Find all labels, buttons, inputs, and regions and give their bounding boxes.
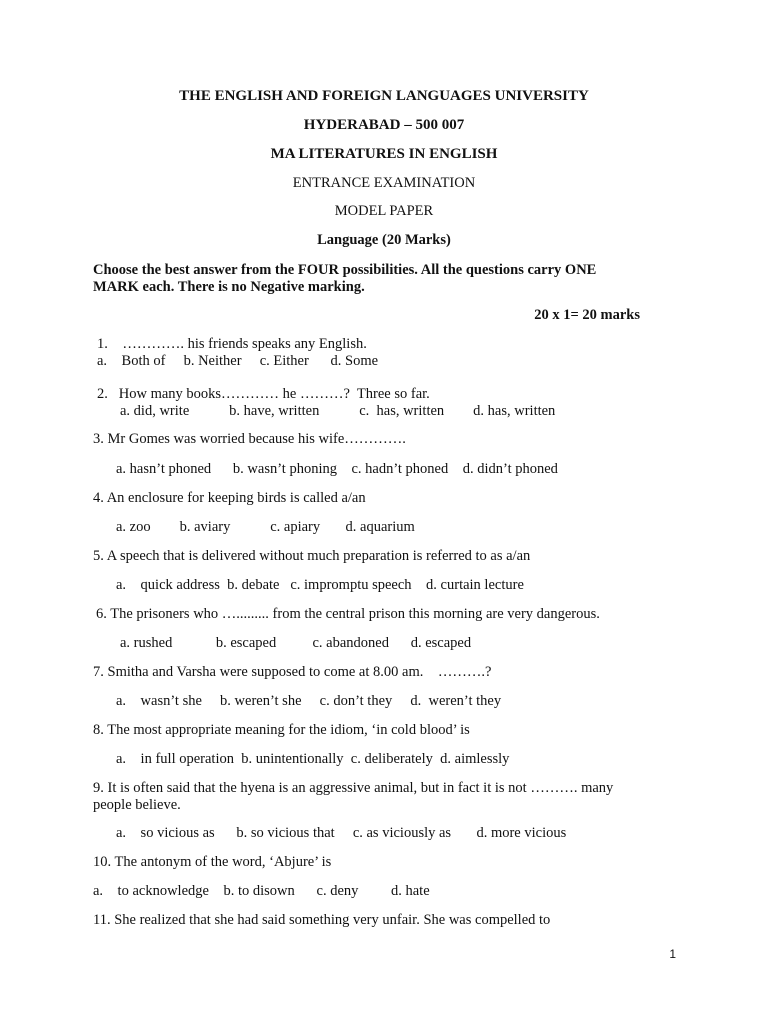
question-4-stem: 4. An enclosure for keeping birds is called a/an (93, 490, 366, 506)
instructions-line-2: MARK each. There is no Negative marking. (93, 279, 365, 295)
question-2-options: a. did, write b. have, written c. has, written d. has, written (120, 403, 556, 419)
instructions-line-1: Choose the best answer from the FOUR possibilities. All the questions carry ONE (93, 262, 597, 278)
question-10-options: a. to acknowledge b. to disown c. deny d. hate (93, 883, 430, 899)
question-8-stem: 8. The most appropriate meaning for the idiom, ‘in cold blood’ is (93, 722, 470, 738)
question-10-stem: 10. The antonym of the word, ‘Abjure’ is (93, 854, 332, 870)
marks-summary: 20 x 1= 20 marks (534, 307, 640, 323)
section-title: Language (20 Marks) (317, 232, 451, 248)
university-city: HYDERABAD – 500 007 (303, 117, 465, 133)
question-5-options: a. quick address b. debate c. impromptu speech d. curtain lecture (116, 577, 524, 593)
page-number: 1 (669, 947, 676, 961)
question-3-stem: 3. Mr Gomes was worried because his wife…………. (93, 431, 406, 447)
question-1-options: a. Both of b. Neither c. Either d. Some (97, 353, 379, 369)
question-9-stem: 9. It is often said that the hyena is an aggressive animal, but in fact it is not ………. many (93, 780, 614, 796)
question-4-options: a. zoo b. aviary c. apiary d. aquarium (116, 519, 415, 535)
question-3-options: a. hasn’t phoned b. wasn’t phoning c. hadn’t phoned d. didn’t phoned (116, 461, 558, 477)
question-9-options: a. so vicious as b. so vicious that c. as viciously as d. more vicious (116, 825, 567, 841)
program-title: MA LITERATURES IN ENGLISH (270, 146, 498, 162)
question-5-stem: 5. A speech that is delivered without much preparation is referred to as a/an (93, 548, 531, 564)
question-6-stem: 6. The prisoners who …......... from the central prison this morning are very dangerous. (96, 606, 600, 622)
question-1-stem: 1. …………. his friends speaks any English. (97, 336, 367, 352)
question-2-stem: 2. How many books………… he ………? Three so far. (97, 386, 430, 402)
university-name: THE ENGLISH AND FOREIGN LANGUAGES UNIVERSITY (179, 88, 589, 104)
question-9-stem-continued: people believe. (93, 797, 181, 813)
question-11-stem: 11. She realized that she had said something very unfair. She was compelled to (93, 912, 551, 928)
question-6-options: a. rushed b. escaped c. abandoned d. escaped (120, 635, 472, 651)
question-7-stem: 7. Smitha and Varsha were supposed to come at 8.00 am. ……….? (93, 664, 492, 680)
exam-title: ENTRANCE EXAMINATION (292, 175, 476, 191)
question-8-options: a. in full operation b. unintentionally c. deliberately d. aimlessly (116, 751, 510, 767)
question-7-options: a. wasn’t she b. weren’t she c. don’t they d. weren’t they (116, 693, 502, 709)
paper-title: MODEL PAPER (334, 203, 434, 219)
